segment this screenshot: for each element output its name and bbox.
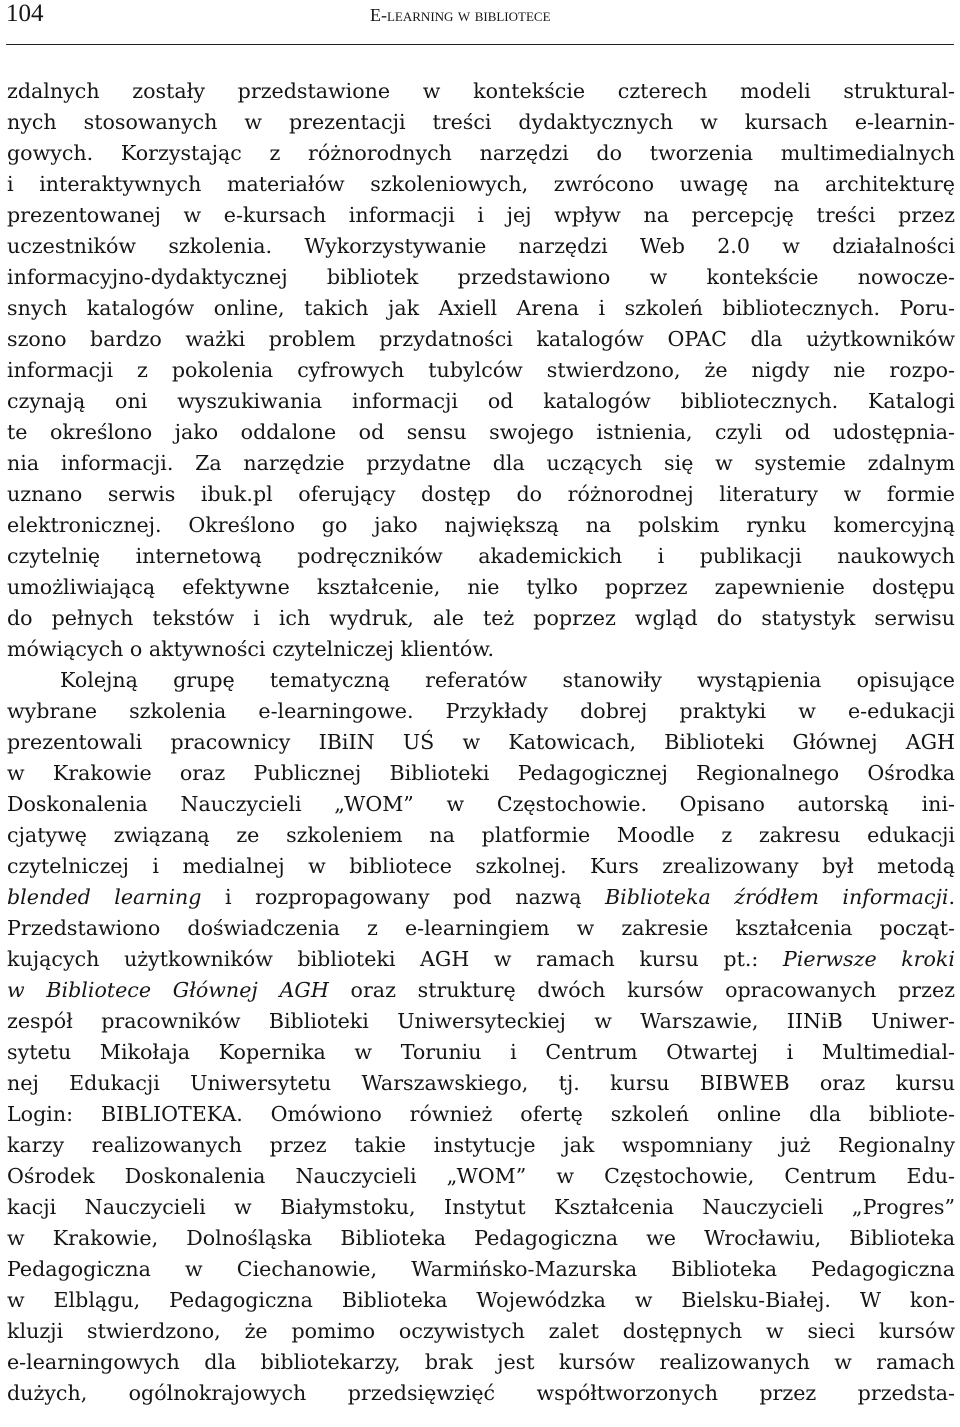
text-line: sytetu Mikołaja Kopernika w Toruniu i Centrum Otwartej i Multimedial- xyxy=(7,1040,955,1064)
body-text xyxy=(7,76,955,1409)
text-line: w Krakowie oraz Publicznej Biblioteki Pedagogicznej Regionalnego Ośrodka xyxy=(7,761,955,785)
text-segment: . xyxy=(948,885,955,909)
text-line: uznano serwis ibuk.pl oferujący dostęp do różnorodnej literatury w formie xyxy=(7,482,955,506)
text-line: Kolejną grupę tematyczną referatów stanowiły wystąpienia opisujące xyxy=(60,668,955,692)
italic-title: Biblioteka źródłem informacji xyxy=(605,885,949,909)
italic-title: w Bibliotece Głównej AGH xyxy=(7,978,329,1002)
text-line: szono bardzo ważki problem przydatności katalogów OPAC dla użytkowników xyxy=(7,327,955,351)
text-line xyxy=(7,882,955,913)
text-line: prezentowali pracownicy IBiIN UŚ w Katowicach, Biblioteki Głównej AGH xyxy=(7,730,955,754)
text-line: nej Edukacji Uniwersytetu Warszawskiego, tj. kursu BIBWEB oraz kursu xyxy=(7,1071,955,1095)
italic-title: blended learning xyxy=(7,885,202,909)
italic-title: Pierwsze kroki xyxy=(782,947,955,971)
text-line: Login: BIBLIOTEKA. Omówiono również ofertę szkoleń online dla bibliote- xyxy=(7,1102,955,1126)
text-line xyxy=(7,975,955,1006)
text-line: snych katalogów online, takich jak Axiell Arena i szkoleń bibliotecznych. Poru- xyxy=(7,296,955,320)
text-line xyxy=(7,944,955,975)
text-line: karzy realizowanych przez takie instytucje jak wspomniany już Regionalny xyxy=(7,1133,955,1157)
text-line: w Elblągu, Pedagogiczna Biblioteka Wojewódzka w Bielsku-Białej. W kon- xyxy=(7,1288,955,1312)
text-line: informacji z pokolenia cyfrowych tubylców stwierdzono, że nigdy nie rozpo- xyxy=(7,358,955,382)
text-line: e-learningowych dla bibliotekarzy, brak jest kursów realizowanych w ramach xyxy=(7,1350,955,1374)
text-line: uczestników szkolenia. Wykorzystywanie narzędzi Web 2.0 w działalności xyxy=(7,234,955,258)
text-line: w Krakowie, Dolnośląska Biblioteka Pedagogiczna we Wrocławiu, Biblioteka xyxy=(7,1226,955,1250)
text-line: umożliwiającą efektywne kształcenie, nie tylko poprzez zapewnienie dostępu xyxy=(7,575,955,599)
text-line: dużych, ogólnokrajowych przedsięwzięć współtworzonych przez przedsta- xyxy=(7,1381,955,1405)
text-line: prezentowanej w e-kursach informacji i jej wpływ na percepcję treści przez xyxy=(7,203,955,227)
header-rule xyxy=(6,44,954,45)
text-line: do pełnych tekstów i ich wydruk, ale też poprzez wgląd do statystyk serwisu xyxy=(7,606,955,630)
text-line: nych stosowanych w prezentacji treści dydaktycznych w kursach e-learnin- xyxy=(7,110,955,134)
text-segment: oraz strukturę dwóch kursów opracowanych przez xyxy=(328,978,955,1002)
text-line: kluzji stwierdzono, że pomimo oczywistych zalet dostępnych w sieci kursów xyxy=(7,1319,955,1343)
page-header xyxy=(6,0,954,30)
text-line: mówiących o aktywności czytelniczej klientów. xyxy=(7,637,494,661)
text-line: Doskonalenia Nauczycieli „WOM” w Częstochowie. Opisano autorską ini- xyxy=(7,792,955,816)
text-line: Pedagogiczna w Ciechanowie, Warmińsko-Mazurska Biblioteka Pedagogiczna xyxy=(7,1257,955,1281)
text-line: zespół pracowników Biblioteki Uniwersyteckiej w Warszawie, IINiB Uniwer- xyxy=(7,1009,955,1033)
text-segment: i rozpropagowany pod nazwą xyxy=(201,885,606,909)
text-line: elektronicznej. Określono go jako największą na polskim rynku komercyjną xyxy=(7,513,955,537)
text-line: czynają oni wyszukiwania informacji od katalogów bibliotecznych. Katalogi xyxy=(7,389,955,413)
text-line: Przedstawiono doświadczenia z e-learningiem w zakresie kształcenia począt- xyxy=(7,916,955,940)
text-line: informacyjno-dydaktycznej bibliotek przedstawiono w kontekście nowocze- xyxy=(7,265,955,289)
text-line: czytelniczej i medialnej w bibliotece szkolnej. Kurs zrealizowany był metodą xyxy=(7,854,955,878)
text-line: gowych. Korzystając z różnorodnych narzędzi do tworzenia multimedialnych xyxy=(7,141,955,165)
text-line: te określono jako oddalone od sensu swojego istnienia, czyli od udostępnia- xyxy=(7,420,955,444)
text-segment: kujących użytkowników biblioteki AGH w ramach kursu pt.: xyxy=(7,947,783,971)
text-line: cjatywę związaną ze szkoleniem na platformie Moodle z zakresu edukacji xyxy=(7,823,955,847)
text-line: kacji Nauczycieli w Białymstoku, Instytut Kształcenia Nauczycieli „Progres” xyxy=(7,1195,955,1219)
text-line: czytelnię internetową podręczników akademickich i publikacji naukowych xyxy=(7,544,955,568)
text-line: i interaktywnych materiałów szkoleniowych, zwrócono uwagę na architekturę xyxy=(7,172,955,196)
page-number: 104 xyxy=(6,0,44,27)
text-line: nia informacji. Za narzędzie przydatne dla uczących się w systemie zdalnym xyxy=(7,451,955,475)
text-line: wybrane szkolenia e-learningowe. Przykłady dobrej praktyki w e-edukacji xyxy=(7,699,955,723)
running-head: E-learning w bibliotece xyxy=(370,5,551,25)
text-line: zdalnych zostały przedstawione w kontekście czterech modeli struktural- xyxy=(7,79,955,103)
text-line: Ośrodek Doskonalenia Nauczycieli „WOM” w Częstochowie, Centrum Edu- xyxy=(7,1164,955,1188)
